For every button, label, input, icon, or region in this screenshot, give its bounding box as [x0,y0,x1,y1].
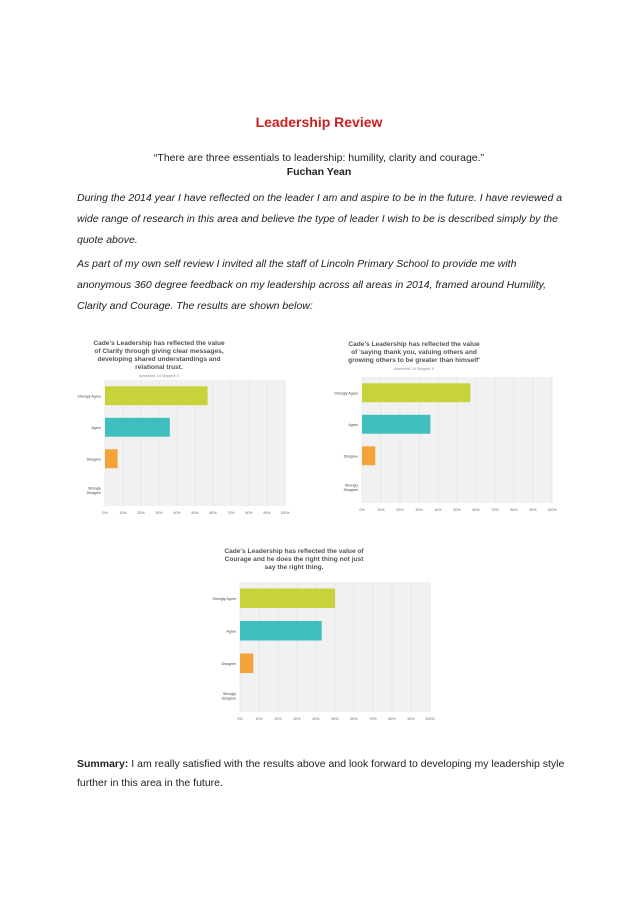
tick-label: 30% [293,717,301,721]
tick-label: 80% [388,717,396,721]
summary-label: Summary: [77,758,129,770]
chart-title-line: developing shared understandings and [97,356,221,363]
method-paragraph: As part of my own self review I invited all the staff of Lincoln Primary School to provide me with anonymous 360 degree feedback on my leadership across all areas in 2014, framed around Humility, Clarity and Courage. The results are shown below: [77,258,547,312]
category-label: Agree [348,422,358,427]
category-label: Strongly [222,692,236,696]
tick-label: 0% [237,717,243,721]
chart-title-line: of 'saying thank you, valuing others and [351,349,477,356]
tick-label: 20% [396,508,404,512]
category-label: Disagree [86,457,101,462]
bar [240,621,322,641]
intro-paragraph: During the 2014 year I have reflected on the leader I am and aspire to be in the future. I have reviewed a wide range of research in this area and believe the type of leader I wish to be is described simply by the quote above. [77,192,563,246]
tick-label: 40% [173,511,181,515]
tick-label: 40% [434,508,442,512]
tick-label: 10% [377,508,385,512]
bar [105,449,118,468]
category-label: Disagree [221,696,236,701]
bar [105,418,170,437]
chart-title-line: relational trust. [135,364,183,371]
category-label: Strongly Agree [334,391,358,396]
category-label: Disagree [86,491,101,495]
chart-meta: Answered: 14 Skipped: 0 [394,367,434,371]
quote-author: Fuchan Yean [286,166,352,178]
category-label: Agree [226,629,236,634]
bar [362,383,470,402]
tick-label: 100% [280,511,290,515]
bar [240,654,253,674]
category-label: Disagree [343,488,358,492]
summary-text: I am really satisfied with the results above and look forward to developing my leadership style further in this area in the future. [77,758,565,789]
tick-label: 100% [547,508,557,512]
tick-label: 30% [155,511,163,515]
tick-label: 70% [369,717,377,721]
clarity-chart [63,328,291,518]
category-label: Strongly Agree [77,394,101,399]
category-label: Disagree [343,454,358,459]
category-label: Strongly [87,486,101,491]
tick-label: 60% [472,508,480,512]
bar [362,446,375,465]
chart-title-line: say the right thing. [264,564,324,571]
chart-title-line: growing others to be greater than himself' [348,357,480,364]
tick-label: 90% [529,508,537,512]
humility-chart [318,335,558,520]
quote: “There are three essentials to leadership: humility, clarity and courage.” [153,152,485,164]
page-title: Leadership Review [255,114,383,130]
category-label: Disagree [221,661,236,666]
category-label: Strongly [344,483,358,488]
category-label: Strongly Agree [212,596,236,601]
tick-label: 90% [407,717,415,721]
bar [240,589,335,609]
bar [362,415,430,434]
tick-label: 80% [510,508,518,512]
tick-label: 60% [209,511,217,515]
tick-label: 50% [453,508,461,512]
courage-chart [198,542,438,727]
chart-title-line: of Clarity through giving clear messages, [94,348,224,355]
tick-label: 10% [255,717,263,721]
tick-label: 50% [191,511,199,515]
tick-label: 0% [102,511,108,515]
tick-label: 0% [359,508,365,512]
chart-title-line: Cade's Leadership has reflected the value [348,341,480,348]
chart-title-line: Cade's Leadership has reflected the value of [224,548,364,555]
tick-label: 20% [137,511,145,515]
tick-label: 30% [415,508,423,512]
tick-label: 90% [263,511,271,515]
tick-label: 10% [119,511,127,515]
tick-label: 70% [227,511,235,515]
tick-label: 100% [425,717,435,721]
category-label: Agree [91,425,101,430]
tick-label: 50% [331,717,339,721]
tick-label: 40% [312,717,320,721]
bar [105,386,208,405]
tick-label: 70% [491,508,499,512]
tick-label: 60% [350,717,358,721]
summary [77,755,567,793]
chart-title-line: Cade's Leadership has reflected the value [93,340,225,347]
tick-label: 80% [245,511,253,515]
chart-title-line: Courage and he does the right thing not just [224,556,364,563]
chart-meta: Answered: 14 Skipped: 0 [139,374,179,378]
tick-label: 20% [274,717,282,721]
